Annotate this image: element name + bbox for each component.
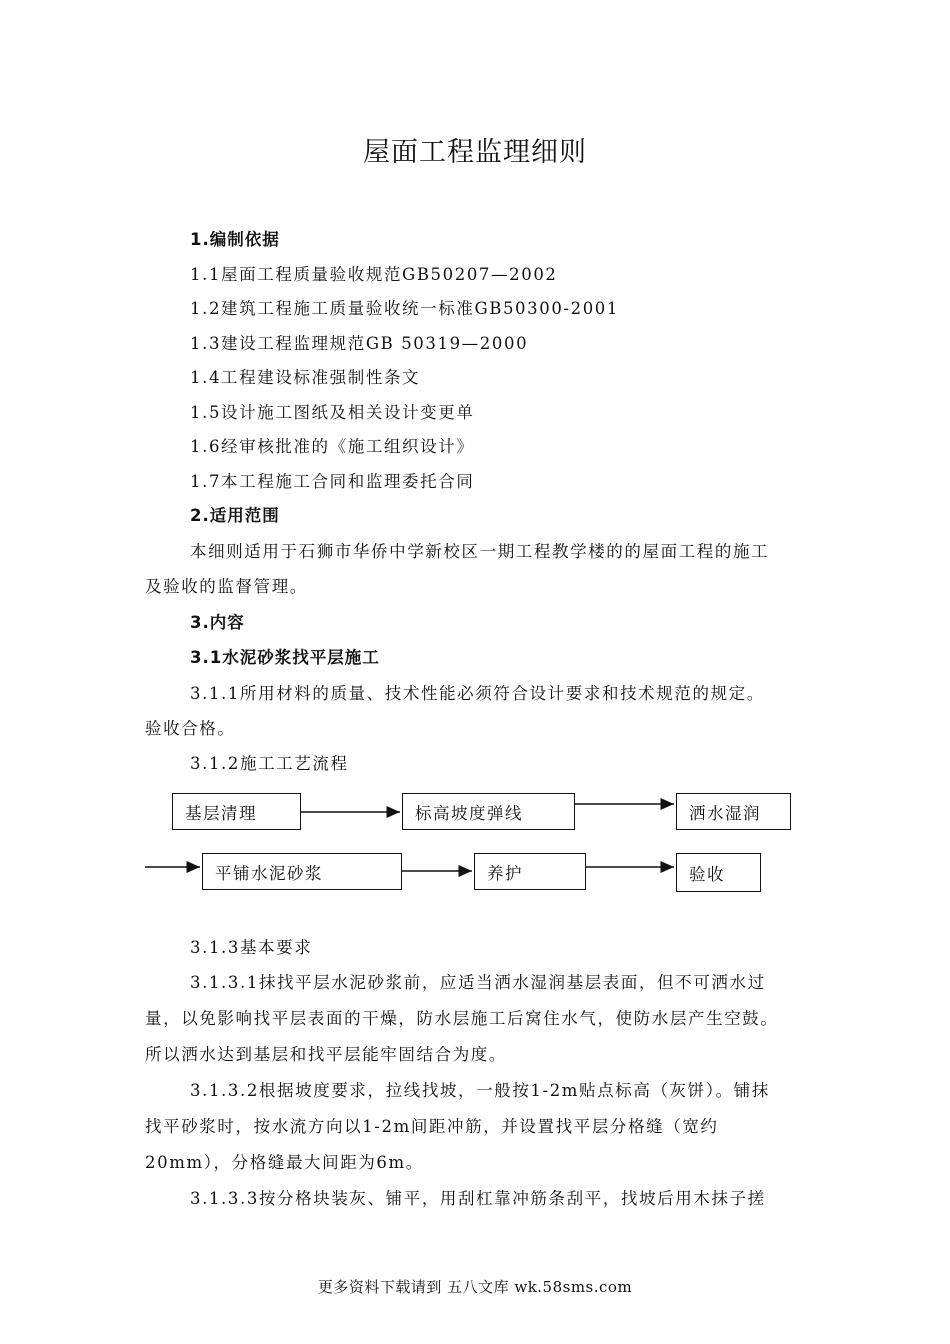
paragraph-line: 3.1.1所用材料的质量、技术性能必须符合设计要求和技术规范的规定。 <box>190 684 765 703</box>
paragraph-line: 3.1.3.1抹找平层水泥砂浆前，应适当洒水湿润基层表面，但不可洒水过 <box>190 973 766 992</box>
paragraph-line: 所以洒水达到基层和找平层能牢固结合为度。 <box>145 1045 507 1064</box>
paragraph-line: 找平砂浆时，按水流方向以1-2m间距冲筋，并设置找平层分格缝（宽约 <box>145 1117 719 1136</box>
paragraph-line: 3.1.3基本要求 <box>190 938 313 957</box>
section-2-heading: 2.适用范围 <box>190 506 280 525</box>
paragraph-line: 20mm），分格缝最大间距为6m。 <box>145 1153 424 1172</box>
flow-step-base-cleaning: 基层清理 <box>172 793 301 830</box>
reference-item: 1.1屋面工程质量验收规范GB50207—2002 <box>190 265 558 284</box>
scope-paragraph-line: 本细则适用于石狮市华侨中学新校区一期工程教学楼的的屋面工程的施工 <box>190 542 770 561</box>
paragraph-line: 验收合格。 <box>145 719 236 738</box>
paragraph-line: 量，以免影响找平层表面的干燥，防水层施工后窝住水气，使防水层产生空鼓。 <box>145 1009 779 1028</box>
flow-step-spread-mortar: 平铺水泥砂浆 <box>202 853 402 890</box>
flow-step-curing: 养护 <box>474 853 586 890</box>
flow-step-elevation-slope-marking: 标高坡度弹线 <box>402 793 575 830</box>
flow-step-acceptance: 验收 <box>676 853 761 892</box>
reference-item: 1.2建筑工程施工质量验收统一标准GB50300-2001 <box>190 299 620 318</box>
section-3-heading: 3.内容 <box>190 613 245 632</box>
subsection-3-1-heading: 3.1水泥砂浆找平层施工 <box>190 648 380 667</box>
flow-step-water-wetting: 洒水湿润 <box>676 793 791 830</box>
footer-text: 更多资料下载请到 五八文库 wk.58sms.com <box>317 1278 633 1296</box>
reference-item: 1.5设计施工图纸及相关设计变更单 <box>190 403 475 422</box>
reference-item: 1.6经审核批准的《施工组织设计》 <box>190 437 475 456</box>
scope-paragraph-line: 及验收的监督管理。 <box>145 577 308 596</box>
document-title: 屋面工程监理细则 <box>363 137 587 168</box>
paragraph-line: 3.1.3.3按分格块装灰、铺平，用刮杠靠冲筋条刮平，找坡后用木抹子搓 <box>190 1189 766 1208</box>
reference-item: 1.3建设工程监理规范GB 50319—2000 <box>190 334 529 353</box>
section-1-heading: 1.编制依据 <box>190 230 280 249</box>
paragraph-line: 3.1.2施工工艺流程 <box>190 754 349 773</box>
paragraph-line: 3.1.3.2根据坡度要求，拉线找坡，一般按1-2m贴点标高（灰饼）。铺抹 <box>190 1081 770 1100</box>
reference-item: 1.4工程建设标准强制性条文 <box>190 368 421 387</box>
reference-item: 1.7本工程施工合同和监理委托合同 <box>190 472 475 491</box>
